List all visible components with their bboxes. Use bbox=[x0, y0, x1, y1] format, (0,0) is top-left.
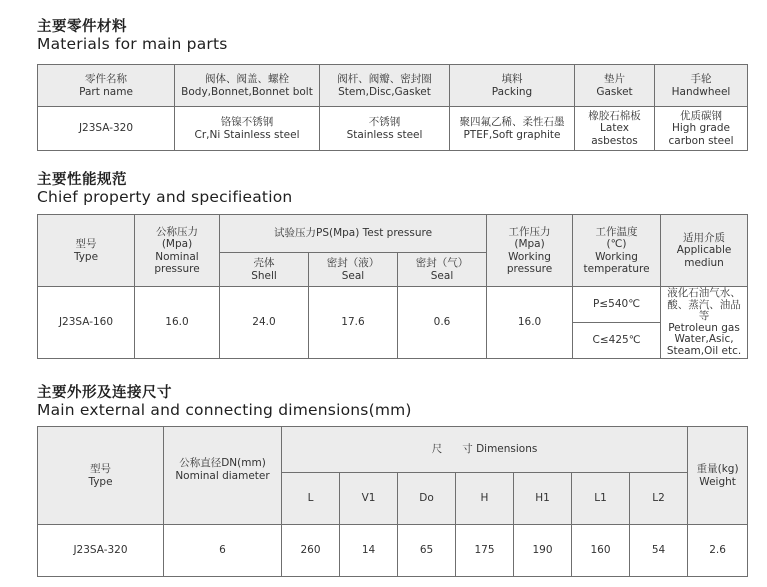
header-dim-nominal: 公称直径DN(mm) Nominal diameter bbox=[164, 427, 282, 525]
cell-weight-value: 2.6 bbox=[688, 525, 748, 577]
cell-dim-value: 65 bbox=[398, 525, 456, 577]
materials-title-en: Materials for main parts bbox=[37, 35, 228, 53]
header-weight: 重量(kg) Weight bbox=[688, 427, 748, 525]
cell-nominal-value: 16.0 bbox=[135, 287, 220, 359]
cell-type-value: J23SA-160 bbox=[38, 287, 135, 359]
header-dim-col: V1 bbox=[340, 473, 398, 525]
cell-temp-c: C≤425℃ bbox=[573, 323, 661, 359]
cell-dim-value: 54 bbox=[630, 525, 688, 577]
cell-shell-value: 24.0 bbox=[220, 287, 309, 359]
cell-working-pressure-value: 16.0 bbox=[487, 287, 573, 359]
cell-dim-type: J23SA-320 bbox=[38, 525, 164, 577]
property-title-cn: 主要性能规范 bbox=[37, 172, 127, 188]
property-table bbox=[37, 214, 748, 359]
cell-gasket-material: 橡胶石棉板 Latex asbestos bbox=[575, 107, 655, 151]
header-handwheel: 手轮 Handwheel bbox=[655, 65, 748, 107]
cell-body-material: 铬镍不锈钢 Cr,Ni Stainless steel bbox=[175, 107, 320, 151]
cell-seal-gas-value: 0.6 bbox=[398, 287, 487, 359]
header-type: 型号 Type bbox=[38, 215, 135, 287]
header-gasket: 垫片 Gasket bbox=[575, 65, 655, 107]
materials-title-cn: 主要零件材料 bbox=[37, 19, 127, 35]
cell-dim-value: 160 bbox=[572, 525, 630, 577]
header-working-pressure: 工作压力 (Mpa) Working pressure bbox=[487, 215, 573, 287]
cell-handwheel-material: 优质碳钢 High grade carbon steel bbox=[655, 107, 748, 151]
header-dim-col: H1 bbox=[514, 473, 572, 525]
cell-stem-material: 不锈钢 Stainless steel bbox=[320, 107, 450, 151]
header-working-temperature: 工作温度 (℃) Working temperature bbox=[573, 215, 661, 287]
materials-table bbox=[37, 64, 748, 151]
cell-medium-value: 液化石油气水、酸、蒸汽、油品等 Petroleun gas Water,Asic, Steam,Oil etc. bbox=[661, 287, 748, 359]
header-nominal-pressure: 公称压力 (Mpa) Nominal pressure bbox=[135, 215, 220, 287]
dimensions-title-cn: 主要外形及连接尺寸 bbox=[37, 385, 172, 401]
dimensions-table bbox=[37, 426, 748, 577]
cell-packing-material: 聚四氟乙稀、柔性石墨 PTEF,Soft graphite bbox=[450, 107, 575, 151]
header-medium: 适用介质 Applicable mediun bbox=[661, 215, 748, 287]
header-stem-disc-gasket: 阀杆、阀瓣、密封圈 Stem,Disc,Gasket bbox=[320, 65, 450, 107]
dimensions-title-en: Main external and connecting dimensions(mm) bbox=[37, 401, 412, 419]
header-dim-col: L2 bbox=[630, 473, 688, 525]
header-dim-col: H bbox=[456, 473, 514, 525]
header-dim-type: 型号 Type bbox=[38, 427, 164, 525]
cell-seal-liquid-value: 17.6 bbox=[309, 287, 398, 359]
header-seal-liquid: 密封（液） Seal bbox=[309, 253, 398, 287]
cell-part-model: J23SA-320 bbox=[38, 107, 175, 151]
cell-dim-nominal: 6 bbox=[164, 525, 282, 577]
cell-dim-value: 14 bbox=[340, 525, 398, 577]
header-part-name: 零件名称 Part name bbox=[38, 65, 175, 107]
header-dim-col: L1 bbox=[572, 473, 630, 525]
header-body-bonnet-bolt: 阀体、阀盖、螺栓 Body,Bonnet,Bonnet bolt bbox=[175, 65, 320, 107]
header-dimensions: 尺 寸 Dimensions bbox=[282, 427, 688, 473]
header-shell: 壳体 Shell bbox=[220, 253, 309, 287]
header-dim-col: Do bbox=[398, 473, 456, 525]
property-title-en: Chief property and specifieation bbox=[37, 188, 293, 206]
header-seal-gas: 密封（气） Seal bbox=[398, 253, 487, 287]
header-packing: 填料 Packing bbox=[450, 65, 575, 107]
cell-temp-p: P≤540℃ bbox=[573, 287, 661, 323]
cell-dim-value: 260 bbox=[282, 525, 340, 577]
cell-dim-value: 175 bbox=[456, 525, 514, 577]
cell-dim-value: 190 bbox=[514, 525, 572, 577]
header-dim-col: L bbox=[282, 473, 340, 525]
header-test-pressure: 试验压力PS(Mpa) Test pressure bbox=[220, 215, 487, 253]
